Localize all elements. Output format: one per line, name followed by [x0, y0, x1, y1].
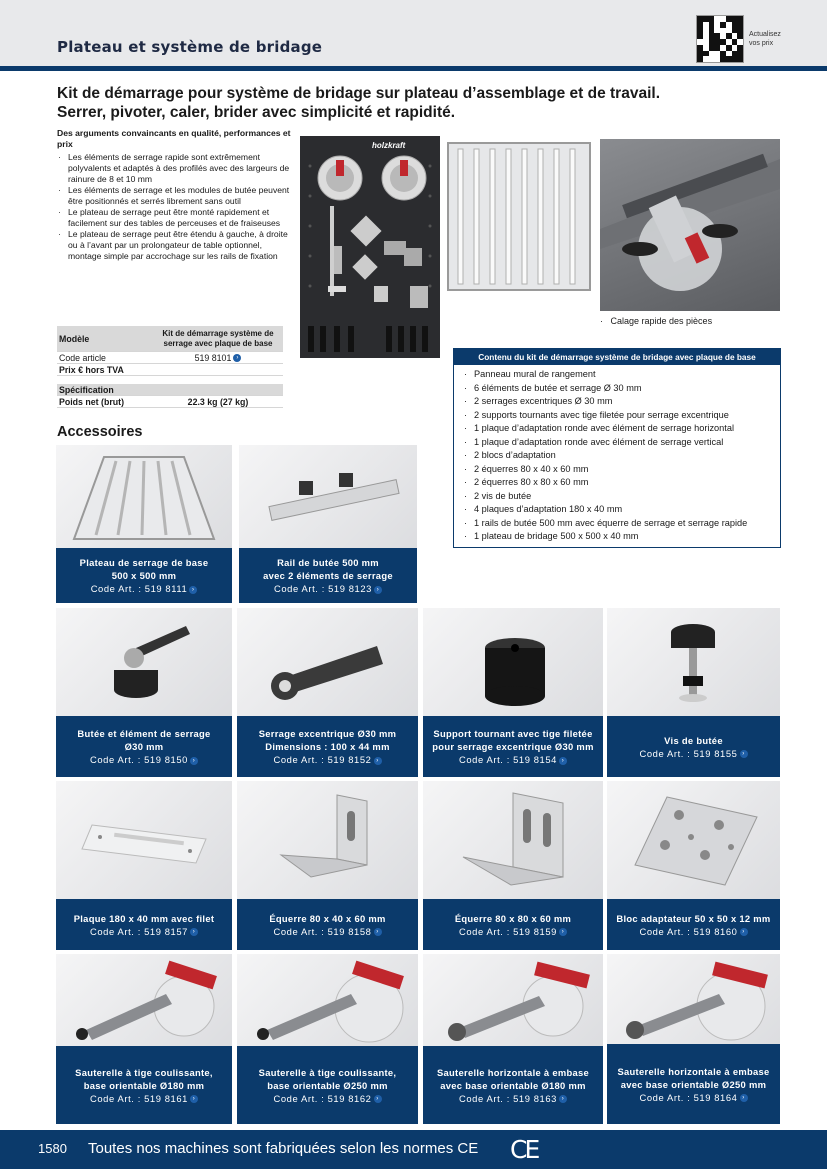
info-icon[interactable]: ›	[374, 757, 382, 765]
kit-item: · Panneau mural de rangement	[462, 368, 772, 382]
plate-drawing	[56, 445, 232, 548]
accessory-code[interactable]	[237, 925, 418, 938]
accessory-code-text[interactable]: Code Art. : 519 8123	[274, 583, 372, 594]
info-icon[interactable]: ›	[233, 354, 241, 362]
accessory-card[interactable]	[607, 954, 780, 1124]
header-rule	[0, 66, 827, 71]
kit-item: · 2 serrages excentriques Ø 30 mm	[462, 395, 772, 409]
kit-item: · 1 rails de butée 500 mm avec équerre de serrage et serrage rapide	[462, 517, 772, 531]
intro-bullet: · Le plateau de serrage peut être étendu à gauche, à droite ou à l’avant par un prolongateur de table optionnel, montage simple par accrochage sur les rails de fixation	[57, 229, 293, 262]
spec-label: Spécification	[59, 384, 114, 395]
accessory-name: Sauterelle à tige coulissante, base orientable Ø250 mm	[258, 1066, 397, 1091]
spec-label: Poids net (brut)	[59, 396, 124, 407]
accessory-name: Rail de butée 500 mm avec 2 éléments de serrage	[263, 557, 393, 581]
plate-180-drawing	[56, 781, 232, 899]
eccentric-drawing	[237, 608, 418, 716]
info-icon[interactable]: ›	[740, 928, 748, 936]
accessory-caption	[56, 548, 232, 603]
accessory-card[interactable]	[423, 954, 603, 1124]
accessory-name: Butée et élément de serrage Ø30 mm	[77, 728, 211, 752]
accessory-name: Vis de butée	[664, 734, 723, 746]
accessory-card[interactable]	[56, 608, 232, 777]
kit-item: · 2 équerres 80 x 40 x 60 mm	[462, 463, 772, 477]
intro-bullet: · Les éléments de serrage rapide sont extrêmement polyvalents et adaptés à des profilés avec des largeurs de rainure de 8 et 10 mm	[57, 152, 293, 185]
info-icon[interactable]: ›	[740, 1094, 748, 1102]
accessory-name: Équerre 80 x 40 x 60 mm	[269, 912, 386, 924]
accessory-image	[607, 954, 780, 1044]
spec-label: Modèle	[59, 333, 90, 344]
page-number: 1580	[38, 1141, 67, 1156]
accessory-caption	[423, 716, 603, 777]
accessory-caption	[607, 1044, 780, 1124]
accessory-code[interactable]	[423, 925, 603, 938]
accessory-code-text[interactable]: Code Art. : 519 8159	[459, 925, 557, 937]
accessory-code-text[interactable]: Code Art. : 519 8154	[459, 754, 557, 765]
article-code[interactable]: 519 8101	[194, 352, 232, 363]
accessory-card[interactable]	[237, 781, 418, 950]
accessory-image	[56, 445, 232, 548]
accessory-code[interactable]	[423, 1092, 603, 1105]
section-title: Plateau et système de bridage	[57, 38, 323, 56]
kit-item: · 2 vis de butée	[462, 490, 772, 504]
accessory-code[interactable]	[607, 925, 780, 938]
stop-screw-drawing	[607, 608, 780, 716]
horizontal-clamp-drawing	[607, 954, 780, 1044]
accessory-image	[56, 954, 232, 1046]
accessory-caption	[237, 1046, 418, 1124]
intro-block	[57, 128, 293, 262]
accessory-card[interactable]	[239, 445, 417, 603]
rail-drawing	[239, 445, 417, 548]
accessory-caption	[56, 899, 232, 950]
accessory-code[interactable]	[607, 747, 780, 760]
accessory-code-text[interactable]: Code Art. : 519 8164	[639, 1091, 738, 1103]
photo-caption: · Calage rapide des pièces	[600, 316, 713, 326]
kit-item: · 1 plateau de bridage 500 x 500 x 40 mm	[462, 530, 772, 544]
accessory-card[interactable]	[56, 445, 232, 603]
accessory-image	[237, 954, 418, 1046]
spec-table	[57, 326, 283, 408]
intro-bullet: · Les éléments de serrage et les modules de butée peuvent être positionnés et serrés librement sans outil	[57, 185, 293, 207]
spec-label: Code article	[59, 352, 106, 363]
clamping-drawing	[600, 139, 780, 311]
accessory-code-text[interactable]: Code Art. : 519 8157	[90, 925, 188, 937]
heading-line-1: Kit de démarrage pour système de bridage sur plateau d’assemblage et de travail.	[57, 85, 660, 102]
qr-code[interactable]	[696, 15, 744, 63]
intro-bullet: · Le plateau de serrage peut être monté rapidement et facilement sur des tables de perceuses et de fraiseuses	[57, 207, 293, 229]
spec-row-weight	[57, 396, 283, 408]
horizontal-clamp-drawing	[423, 954, 603, 1046]
accessory-code-text[interactable]: Code Art. : 519 8161	[90, 1092, 188, 1104]
swivel-support-drawing	[423, 608, 603, 716]
accessory-card[interactable]	[423, 781, 603, 950]
accessory-name: Support tournant avec tige filetée pour serrage excentrique Ø30 mm	[432, 728, 594, 752]
accessory-image	[56, 781, 232, 899]
photo-caption-text: Calage rapide des pièces	[610, 316, 713, 326]
accessory-code[interactable]	[607, 1091, 780, 1104]
accessory-caption	[56, 716, 232, 777]
panel-drawing	[300, 136, 440, 358]
accessory-code-text[interactable]: Code Art. : 519 8111	[90, 583, 188, 594]
accessory-code-text[interactable]: Code Art. : 519 8160	[639, 925, 738, 937]
accessory-code-text[interactable]: Code Art. : 519 8162	[273, 1092, 372, 1104]
accessory-image	[56, 608, 232, 716]
adapter-block-drawing	[607, 781, 780, 899]
info-icon[interactable]: ›	[189, 586, 197, 594]
accessory-code[interactable]	[237, 753, 418, 766]
accessory-image	[423, 608, 603, 716]
spec-row-price	[57, 364, 283, 376]
accessory-code-text[interactable]: Code Art. : 519 8152	[273, 754, 372, 765]
brand-logo: holzkraft	[372, 141, 406, 150]
accessory-card[interactable]	[607, 608, 780, 777]
accessory-code-text[interactable]: Code Art. : 519 8158	[273, 925, 372, 937]
accessory-card[interactable]	[607, 781, 780, 950]
accessory-name: Sauterelle horizontale à embase avec base orientable Ø180 mm	[436, 1066, 590, 1091]
accessory-caption	[237, 899, 418, 950]
kit-item: · 2 supports tournants avec tige filetée pour serrage excentrique	[462, 409, 772, 423]
qr-caption: Actualisez vos prix	[749, 31, 781, 47]
info-icon[interactable]: ›	[374, 1095, 382, 1103]
accessory-image	[239, 445, 417, 548]
accessory-card[interactable]	[423, 608, 603, 777]
accessory-caption	[239, 548, 417, 603]
kit-contents-box	[453, 348, 781, 548]
info-icon[interactable]: ›	[190, 1095, 198, 1103]
kit-item: · 2 blocs d’adaptation	[462, 449, 772, 463]
accessory-caption	[607, 716, 780, 777]
accessory-image	[237, 781, 418, 899]
accessory-caption	[423, 1046, 603, 1124]
stop-element-drawing	[56, 608, 232, 716]
spec-value[interactable]	[153, 353, 283, 363]
intro-title: Des arguments convaincants en qualité, performances et prix	[57, 128, 291, 149]
accessory-code-text[interactable]: Code Art. : 519 8150	[90, 754, 188, 765]
accessory-code[interactable]	[56, 1092, 232, 1105]
accessory-card[interactable]	[237, 608, 418, 777]
kit-item: · 1 plaque d’adaptation ronde avec élément de serrage vertical	[462, 436, 772, 450]
toggle-clamp-drawing	[56, 954, 232, 1046]
accessory-code[interactable]	[423, 753, 603, 766]
spec-row-code	[57, 352, 283, 364]
accessory-image	[607, 608, 780, 716]
kit-contents-list	[454, 365, 780, 547]
accessory-image	[423, 954, 603, 1046]
accessory-name: Plateau de serrage de base 500 x 500 mm	[79, 557, 209, 581]
heading-line-2: Serrer, pivoter, caler, brider avec simplicité et rapidité.	[57, 104, 456, 121]
accessory-caption	[423, 899, 603, 950]
info-icon[interactable]: ›	[559, 928, 567, 936]
spec-row-model	[57, 326, 283, 352]
accessory-caption	[56, 1046, 232, 1124]
kit-item: · 2 équerres 80 x 80 x 60 mm	[462, 476, 772, 490]
clamping-photo	[600, 139, 780, 311]
kit-item: · 4 plaques d’adaptation 180 x 40 mm	[462, 503, 772, 517]
info-icon[interactable]: ›	[740, 750, 748, 758]
accessory-code[interactable]	[237, 1092, 418, 1105]
ce-mark-icon: CE	[510, 1135, 538, 1164]
spec-value: 22.3 kg (27 kg)	[187, 396, 249, 407]
kit-item: · 6 éléments de butée et serrage Ø 30 mm	[462, 382, 772, 396]
bracket-80-40-drawing	[237, 781, 418, 899]
accessory-card[interactable]	[56, 954, 232, 1124]
info-icon[interactable]: ›	[190, 928, 198, 936]
spec-label: Prix € hors TVA	[59, 364, 124, 375]
info-icon[interactable]: ›	[374, 928, 382, 936]
accessory-name: Équerre 80 x 80 x 60 mm	[454, 912, 572, 924]
accessory-code-text[interactable]: Code Art. : 519 8163	[459, 1092, 557, 1104]
info-icon[interactable]: ›	[559, 1095, 567, 1103]
accessory-image	[237, 608, 418, 716]
info-icon[interactable]: ›	[559, 757, 567, 765]
accessory-code[interactable]	[56, 925, 232, 938]
accessory-card[interactable]	[237, 954, 418, 1124]
accessory-card[interactable]	[56, 781, 232, 950]
base-plate-drawing	[444, 139, 594, 294]
page-footer	[0, 1130, 827, 1169]
kit-contents-title: Contenu du kit de démarrage système de bridage avec plaque de base	[454, 349, 780, 365]
info-icon[interactable]: ›	[374, 586, 382, 594]
accessory-code-text[interactable]: Code Art. : 519 8155	[639, 747, 738, 759]
spec-value: Kit de démarrage système de serrage avec plaque de base	[162, 328, 274, 348]
accessory-name: Plaque 180 x 40 mm avec filet	[73, 912, 215, 924]
accessory-code[interactable]	[56, 753, 232, 766]
accessory-name: Sauterelle à tige coulissante, base orientable Ø180 mm	[75, 1066, 213, 1091]
accessory-caption	[237, 716, 418, 777]
toggle-clamp-drawing	[237, 954, 418, 1046]
accessories-title: Accessoires	[57, 424, 143, 440]
accessory-image	[607, 781, 780, 899]
bracket-80-80-drawing	[423, 781, 603, 899]
qr-module	[737, 56, 743, 62]
footer-text: Toutes nos machines sont fabriquées selon les normes CE	[88, 1140, 479, 1157]
info-icon[interactable]: ›	[190, 757, 198, 765]
accessory-code[interactable]	[56, 582, 232, 595]
accessory-image	[423, 781, 603, 899]
accessory-caption	[607, 899, 780, 950]
accessory-name: Serrage excentrique Ø30 mm Dimensions : 100 x 44 mm	[258, 728, 397, 752]
base-plate-image	[444, 139, 594, 294]
accessory-name: Bloc adaptateur 50 x 50 x 12 mm	[616, 912, 771, 924]
accessory-code[interactable]	[239, 582, 417, 595]
main-heading	[57, 84, 777, 122]
intro-list	[57, 152, 293, 262]
spec-row-heading	[57, 384, 283, 396]
wall-panel-image	[300, 136, 440, 358]
spec-spacer	[57, 376, 283, 384]
kit-item: · 1 plaque d’adaptation ronde avec élément de serrage horizontal	[462, 422, 772, 436]
accessory-name: Sauterelle horizontale à embase avec base orientable Ø250 mm	[617, 1065, 770, 1090]
